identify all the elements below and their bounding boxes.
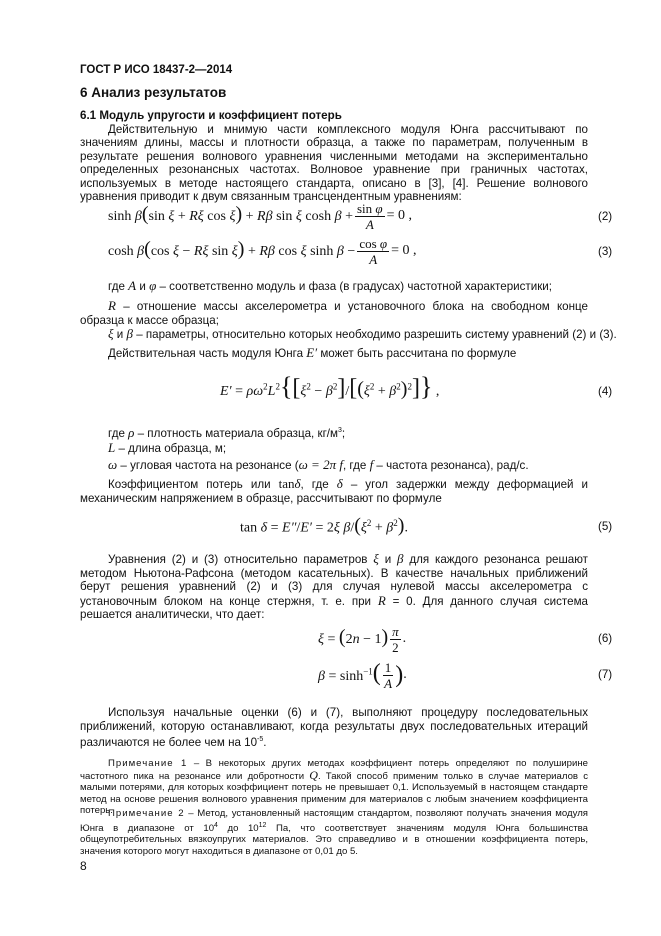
page-number: 8 [80, 859, 87, 873]
omega-definition: ω – угловая частота на резонансе (ω = 2π f, где f – частота резонанса), рад/с. [108, 457, 529, 472]
subsection-block [80, 109, 588, 204]
equation-2-number: (2) [598, 210, 613, 223]
equation-3: cosh β(cos ξ − Rξ sin ξ) + Rβ cos ξ sinh β − $\frac{\text{cos φ}}{A}$ = 0 , [108, 235, 417, 267]
intro-paragraph: Действительную и мнимую части комплексного модуля Юнга рассчитывают по значениям длины, массы и плотности образца, а также по параметрам, полученным в результате решения волнового уравнения численными методами на экспериментально определенных резонансных частотах. Волновое уравнение при граничных частотах, используемых в методе настоящего стандарта, описано в [3], [4]. Решение волнового уравнения приводит к двум связанным трансцендентным уравнениям: [80, 122, 588, 203]
rho-definition: где ρ – плотность материала образца, $кг/м^3$; [108, 424, 346, 440]
equation-5: tan δ = E″/E′ = 2ξ $\beta/(\xi^2 + \beta^2)$. [240, 514, 408, 537]
where-a-phi: где A и φ – соответственно модуль и фаза (в градусах) частотной характеристики; [108, 278, 552, 293]
iteration-paragraph: Используя начальные оценки (6) и (7), выполняют процедуру последовательных приближений, которую останавливают, когда результаты двух последовательных итераций различаются не более чем на $10^{-5}$. [80, 706, 588, 749]
equation-4: $E' = \rho\omega^2L^2\{[\xi^2 - \beta^2]/[(\xi^2 + \beta^2)^2]\}$ , [220, 372, 440, 401]
where-xi-beta: ξ и β – параметры, относительно которых необходимо разрешить систему уравнений (2) и (3). [108, 326, 617, 341]
where-r: R – отношение массы акселерометра и установочного блока на свободном конце образца к массе образца; [80, 298, 588, 327]
equation-4-number: (4) [598, 385, 613, 398]
newton-paragraph: Уравнения (2) и (3) относительно параметров ξ и β для каждого резонанса решают методом Ньютона-Рафсона (методом касательных). В качестве начальных приближений берут решения уравнений (2) и (3) для случая нулевой массы акселерометра с установочным блоком на конце стержня, т. е. при R = 0. Для данного случая система решается аналитически, что дает: [80, 551, 588, 621]
equation-3-number: (3) [598, 245, 613, 258]
equation-7: $\beta = \sinh^{-1}$( $\frac{1}{A}$ ) . [318, 659, 407, 691]
equation-2: sinh β(sin ξ + Rξ cos ξ) + Rβ sin ξ cosh β + $\frac{\text{sin φ}}{A}$ = 0 , [108, 200, 413, 232]
subsection-title: 6.1 Модуль упругости и коэффициент потерь [80, 109, 342, 122]
section-title: 6 Анализ результатов [80, 85, 227, 100]
note-2: Примечание 2 – Метод, установленный настоящим стандартом, позволяют получать значения модуля Юнга в диапазоне от $10^4$ до $10^{12}$ Па, что соответствует значениям модуля Юнга большинства общеупотребительных вязкоупругих материалов. Это справедливо и в отношении коэффициента потерь, значения которого могут находиться в диапазоне от 0,01 до 5. [80, 808, 588, 857]
equation-7-number: (7) [598, 668, 613, 681]
real-part-line: Действительная часть модуля Юнга E′ может быть рассчитана по формуле [108, 345, 517, 360]
note-1: Примечание 1 – В некоторых других методах коэффициент потерь определяют по полуширине частотного пика на резонансе или добротности Q. Такой способ применим только в случае материалов с малыми потерями, для которых коэффициент потерь не превышает 0,1. Используемый в настоящем стандарте метод на основе решения волнового уравнения применим для материалов с любым значением коэффициента потерь. [80, 758, 588, 816]
equation-5-number: (5) [598, 520, 613, 533]
equation-6: ξ = (2n − 1) $\frac{\pi}{2}$ . [318, 623, 407, 655]
equation-6-number: (6) [598, 632, 613, 645]
length-definition: L – длина образца, м; [108, 440, 227, 455]
loss-factor-paragraph: Коэффициентом потерь или tanδ, где δ – угол задержки между деформацией и механическим напряжением в образце, рассчитывают по формуле [80, 476, 589, 505]
standard-header: ГОСТ Р ИСО 18437-2—2014 [80, 64, 233, 76]
